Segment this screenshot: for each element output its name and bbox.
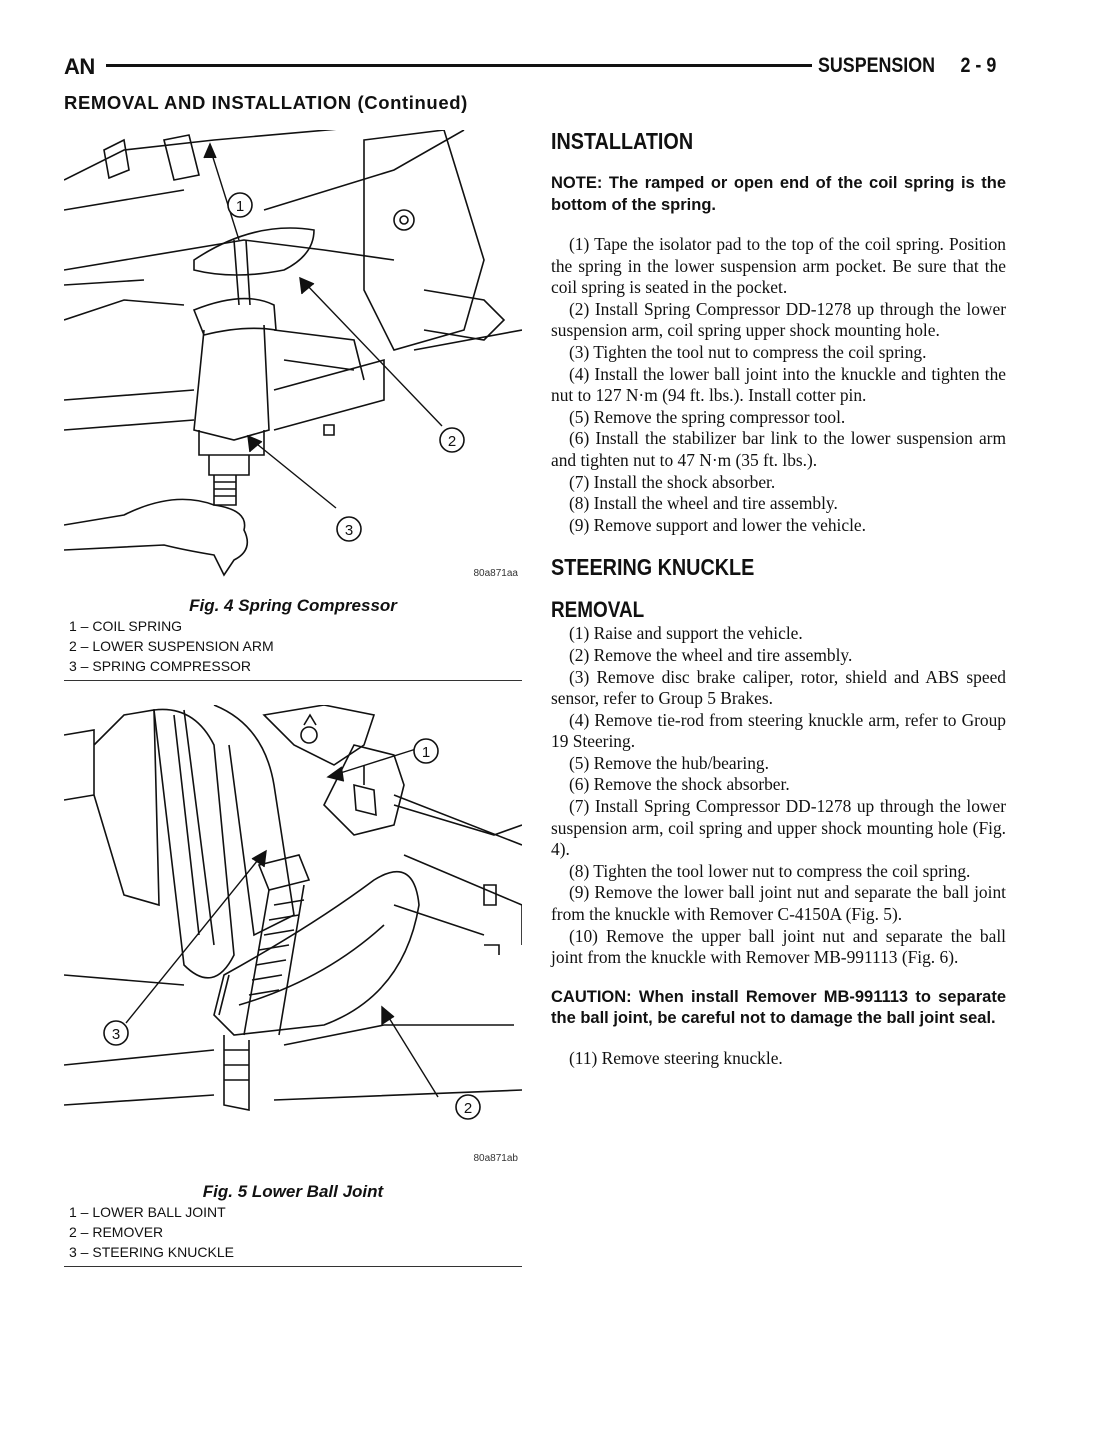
step: (10) Remove the upper ball joint nut and separate the ball joint from the knuckle with Remover MB-991113 (Fig. 6).: [551, 925, 1006, 968]
step: (1) Tape the isolator pad to the top of the coil spring. Position the spring in the lower suspension arm pocket. Be sure that the coil spring is seated in the pocket.: [551, 234, 1006, 298]
legend-item: 1 – COIL SPRING: [69, 618, 183, 634]
step: (7) Install the shock absorber.: [569, 471, 776, 492]
callout-2: 2: [463, 1100, 473, 1117]
legend-item: 2 – REMOVER: [69, 1224, 164, 1240]
callout-3: 3: [111, 1026, 121, 1043]
callout-1: 1: [421, 744, 431, 761]
installation-heading: INSTALLATION: [551, 128, 694, 154]
legend-item: 1 – LOWER BALL JOINT: [69, 1204, 226, 1220]
header-section: [818, 54, 996, 78]
step: (2) Remove the wheel and tire assembly.: [569, 644, 853, 665]
figure-legend: [69, 1202, 522, 1262]
step: (7) Install Spring Compressor DD-1278 up through the lower suspension arm, coil spring and upper shock mounting hole (Fig. 4).: [551, 796, 1006, 860]
removal-steps: [551, 623, 1006, 969]
figure-4: [64, 130, 522, 681]
figure-legend: [69, 616, 522, 676]
caution: CAUTION: When install Remover MB-991113 to separate the ball joint, be careful not to damage the ball joint seal.: [551, 987, 1006, 1028]
callout-3: 3: [344, 522, 354, 539]
figure-divider: [64, 1266, 522, 1267]
step: (8) Install the wheel and tire assembly.: [569, 493, 838, 514]
figure-5: [64, 705, 522, 1267]
spring-compressor-illustration: [64, 130, 522, 580]
step: (9) Remove the lower ball joint nut and separate the ball joint from the knuckle with Remover C-4150A (Fig. 5).: [551, 882, 1006, 925]
removal-heading: REMOVAL: [551, 597, 645, 623]
step: (8) Tighten the tool lower nut to compress the coil spring.: [569, 860, 971, 881]
step: (3) Remove disc brake caliper, rotor, shield and ABS speed sensor, refer to Group 5 Brakes.: [551, 666, 1006, 709]
callout-1: 1: [235, 198, 245, 215]
figure-caption: Fig. 4 Spring Compressor: [189, 596, 397, 615]
step: (6) Install the stabilizer bar link to the lower suspension arm and tighten nut to 47 N·m (35 ft. lbs.).: [551, 428, 1006, 470]
step: (9) Remove support and lower the vehicle.: [569, 514, 866, 535]
figure-code: 80a871ab: [473, 1153, 518, 1164]
header-section-name: SUSPENSION: [818, 54, 936, 77]
step: (11) Remove steering knuckle.: [569, 1047, 783, 1068]
step: (1) Raise and support the vehicle.: [569, 623, 803, 644]
right-column: [551, 128, 1006, 1069]
installation-steps: [551, 234, 1006, 536]
header-rule: [106, 64, 812, 67]
page-number: 2 - 9: [960, 54, 997, 77]
legend-item: 3 – SPRING COMPRESSOR: [69, 658, 252, 674]
step: (4) Remove tie-rod from steering knuckle arm, refer to Group 19 Steering.: [551, 709, 1006, 752]
step: (5) Remove the spring compressor tool.: [569, 406, 846, 427]
steering-knuckle-heading: STEERING KNUCKLE: [551, 554, 755, 581]
legend-item: 2 – LOWER SUSPENSION ARM: [69, 638, 274, 654]
section-title: REMOVAL AND INSTALLATION (Continued): [64, 92, 468, 113]
lower-ball-joint-illustration: [64, 705, 522, 1160]
figure-caption: Fig. 5 Lower Ball Joint: [202, 1182, 384, 1201]
legend-item: 3 – STEERING KNUCKLE: [69, 1244, 234, 1260]
figure-code: 80a871aa: [473, 568, 518, 579]
callout-2: 2: [447, 433, 457, 450]
step: (5) Remove the hub/bearing.: [569, 752, 769, 773]
step: (4) Install the lower ball joint into the knuckle and tighten the nut to 127 N·m (94 ft. lbs.). Install cotter pin.: [551, 363, 1006, 406]
header-group-code: AN: [64, 54, 95, 79]
figure-divider: [64, 680, 522, 681]
step: (2) Install Spring Compressor DD-1278 up through the lower suspension arm, coil spring upper shock mounting hole.: [551, 298, 1006, 341]
note: NOTE: The ramped or open end of the coil spring is the bottom of the spring.: [551, 174, 1006, 214]
step: (3) Tighten the tool nut to compress the coil spring.: [569, 341, 927, 362]
step: (6) Remove the shock absorber.: [569, 774, 790, 795]
